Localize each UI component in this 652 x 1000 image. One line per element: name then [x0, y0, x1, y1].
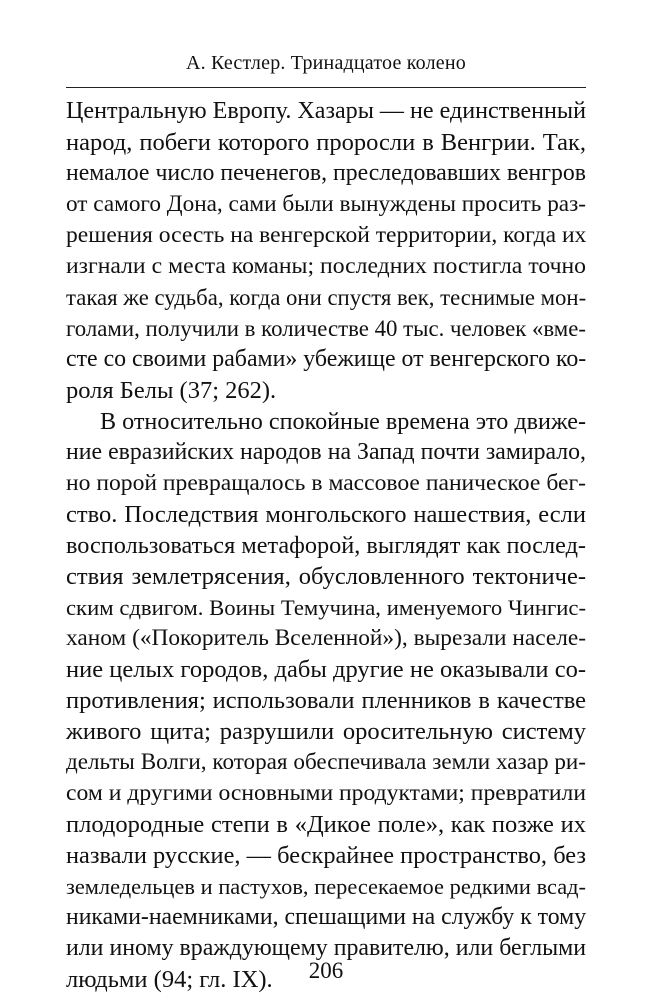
text-line: никами-наемниками, спешащими на службу к тому	[66, 904, 587, 930]
running-head: А. Кестлер. Тринадцатое колено	[186, 52, 466, 74]
text-line: Центральную Европу. Хазары — не единственный	[66, 98, 586, 124]
text-line: земледельцев и пастухов, пересекаемое редкими всад-	[66, 874, 586, 899]
text-line: В относительно спокойные времена это движе-	[100, 408, 587, 435]
page-number: 206	[308, 958, 344, 983]
text-line: противления; использовали пленников в качестве	[66, 687, 586, 714]
header-rule	[66, 87, 586, 88]
text-line: ние евразийских народов на Запад почти замирало,	[66, 439, 586, 465]
text-line: ствия землетрясения, обусловленного тектониче-	[66, 563, 586, 590]
text-line: изгнали с места команы; последних постигла точно	[66, 253, 586, 279]
text-line: воспользоваться метафорой, выглядят как послед-	[66, 532, 586, 559]
paragraph	[66, 406, 586, 995]
text-line: плодородные степи в «Дикое поле», как позже их	[66, 811, 586, 838]
text-line: голами, получили в количестве 40 тыс. человек «вме-	[66, 316, 586, 341]
text-line: но порой превращалось в массовое паническое бег-	[66, 470, 586, 496]
text-line: людьми (94; гл. IX).	[66, 966, 273, 993]
body-text	[66, 96, 586, 995]
text-line: немалое число печенегов, преследовавших венгров	[66, 160, 586, 186]
text-line: ство. Последствия монгольского нашествия, если	[66, 501, 586, 528]
text-line: или иному враждующему правителю, или беглыми	[66, 935, 586, 961]
text-line: роля Белы (37; 262).	[66, 377, 277, 404]
text-line: от самого Дона, сами были вынуждены просить раз-	[66, 191, 586, 217]
paragraph	[66, 96, 586, 406]
text-line: ским сдвигом. Воины Темучина, именуемого Чингис-	[66, 595, 586, 620]
text-line: решения осесть на венгерской территории, когда их	[66, 222, 587, 248]
text-line: ние целых городов, дабы другие не оказывали со-	[66, 656, 586, 683]
text-line: такая же судьба, когда они спустя век, теснимые мон-	[66, 285, 587, 310]
text-line: сом и другими основными продуктами; превратили	[66, 780, 586, 806]
text-line: ханом («Покоритель Вселенной»), вырезали населе-	[66, 625, 586, 651]
text-line: сте со своими рабами» убежище от венгерского ко-	[66, 346, 587, 372]
text-line: народ, побеги которого проросли в Венгрии. Так,	[66, 129, 586, 156]
text-line: назвали русские, — бескрайнее пространство, без	[66, 842, 586, 869]
text-line: живого щита; разрушили оросительную систему	[66, 718, 586, 745]
text-line: дельты Волги, которая обеспечивала земли хазар ри-	[66, 749, 586, 775]
